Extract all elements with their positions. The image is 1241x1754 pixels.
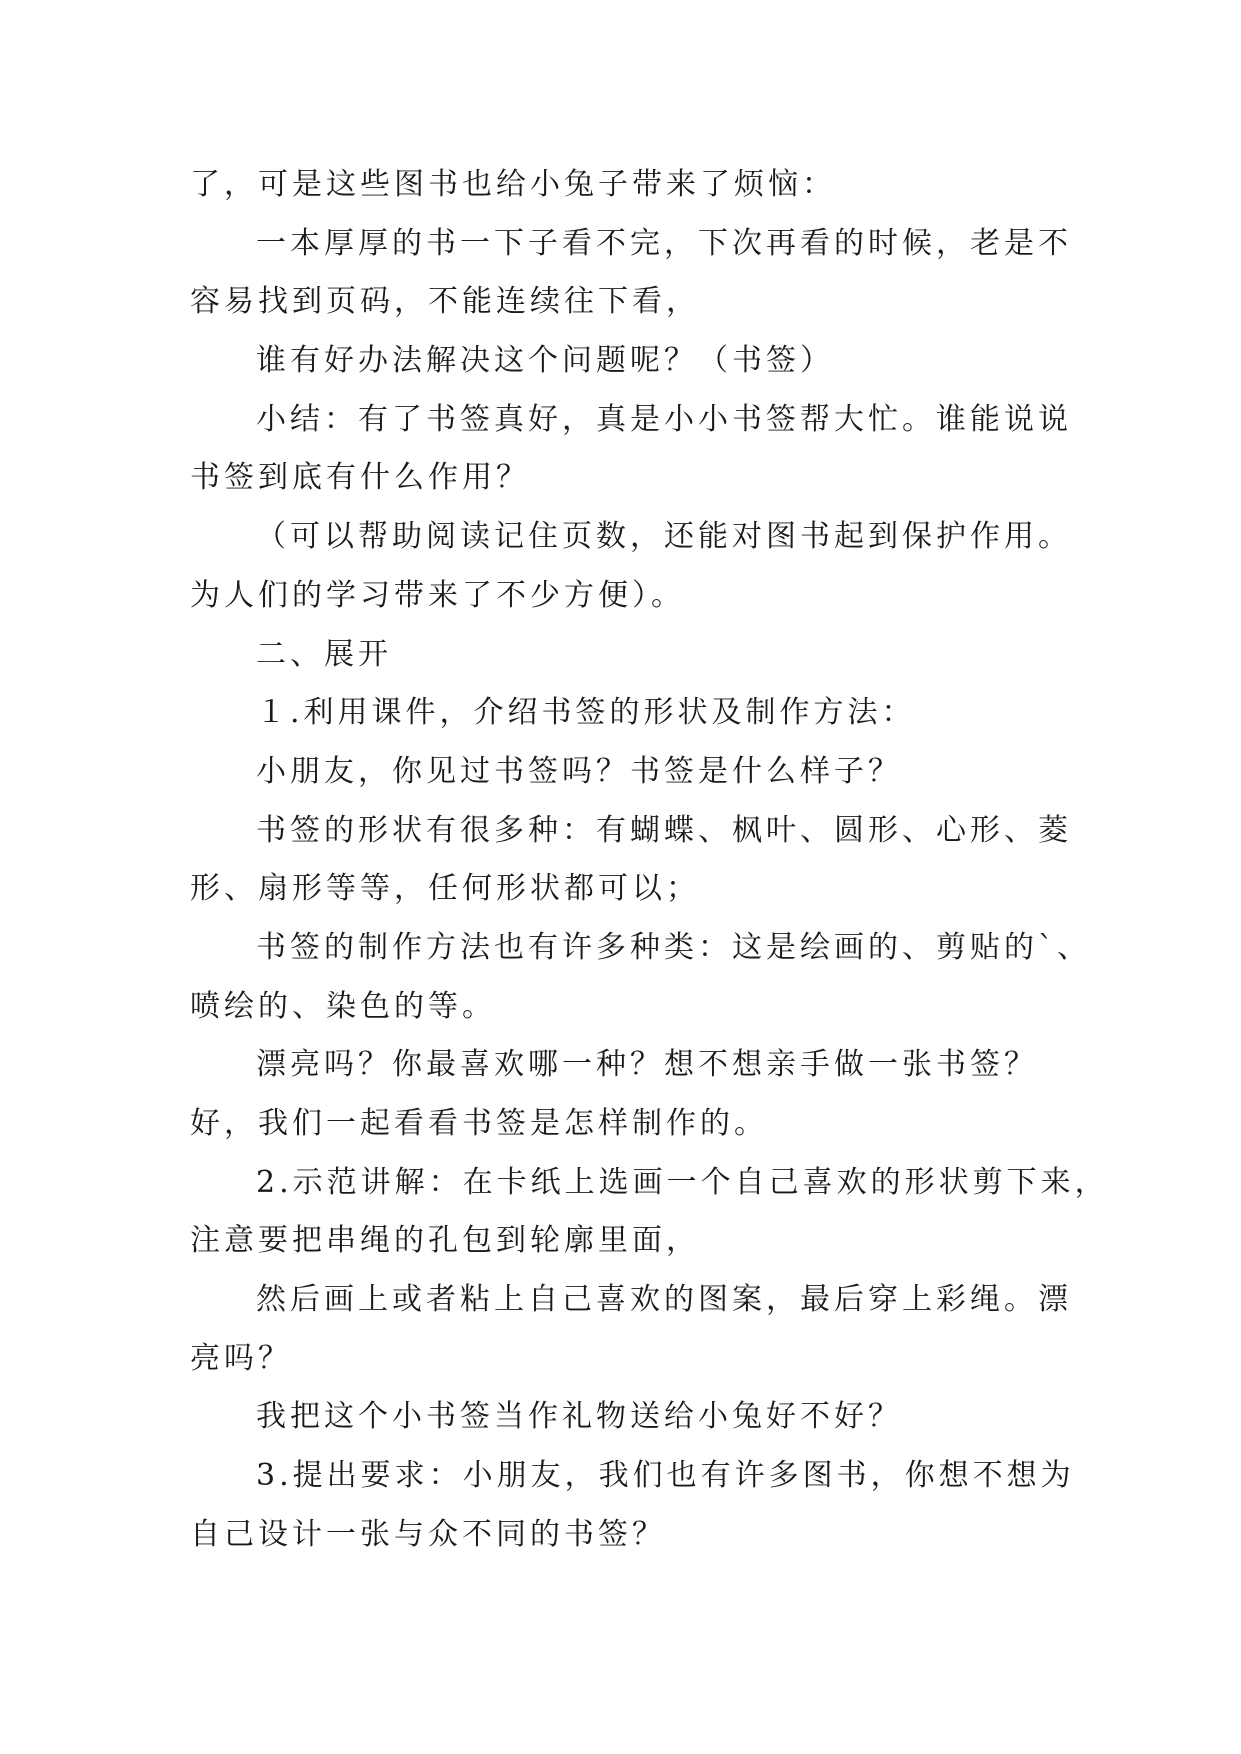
text-line: 书签的形状有很多种：有蝴蝶、枫叶、圆形、心形、菱 <box>256 812 1072 848</box>
text-line: 喷绘的、染色的等。 <box>190 988 496 1024</box>
text-line: 注意要把串绳的孔包到轮廓里面， <box>190 1223 700 1259</box>
text-line: 容易找到页码，不能连续往下看， <box>190 284 700 320</box>
section-heading: 二、展开 <box>256 636 392 672</box>
text-line: 然后画上或者粘上自己喜欢的图案，最后穿上彩绳。漂 <box>256 1282 1072 1318</box>
text-line: 亮吗？ <box>190 1340 292 1376</box>
text-line: 小结：有了书签真好，真是小小书签帮大忙。谁能说说 <box>256 401 1072 437</box>
text-line: 漂亮吗？你最喜欢哪一种？想不想亲手做一张书签？ <box>256 1047 1038 1083</box>
text-line: 一本厚厚的书一下子看不完，下次再看的时候，老是不 <box>256 225 1072 261</box>
text-line: 为人们的学习带来了不少方便）。 <box>190 577 685 613</box>
text-line: 好，我们一起看看书签是怎样制作的。 <box>190 1106 768 1141</box>
text-line: 书签的制作方法也有许多种类：这是绘画的、剪贴的`、 <box>256 929 1091 965</box>
text-line: 形、扇形等等，任何形状都可以； <box>190 871 700 907</box>
text-line: 我把这个小书签当作礼物送给小兔好不好？ <box>256 1399 902 1435</box>
text-line: 小朋友，你见过书签吗？书签是什么样子？ <box>256 753 902 789</box>
body-text <box>190 156 1109 1565</box>
text-line: 2.示范讲解：在卡纸上选画一个自己喜欢的形状剪下来， <box>256 1164 1109 1200</box>
text-line: 了，可是这些图书也给小兔子带来了烦恼： <box>190 167 836 202</box>
text-line: 自己设计一张与众不同的书签？ <box>190 1516 666 1552</box>
text-line: １.利用课件，介绍书签的形状及制作方法： <box>256 695 916 731</box>
text-line: 谁有好办法解决这个问题呢？（书签） <box>256 343 834 379</box>
text-line: （可以帮助阅读记住页数，还能对图书起到保护作用。 <box>256 519 1072 555</box>
text-line: 3.提出要求：小朋友，我们也有许多图书，你想不想为 <box>256 1458 1075 1494</box>
text-line: 书签到底有什么作用？ <box>190 460 530 496</box>
